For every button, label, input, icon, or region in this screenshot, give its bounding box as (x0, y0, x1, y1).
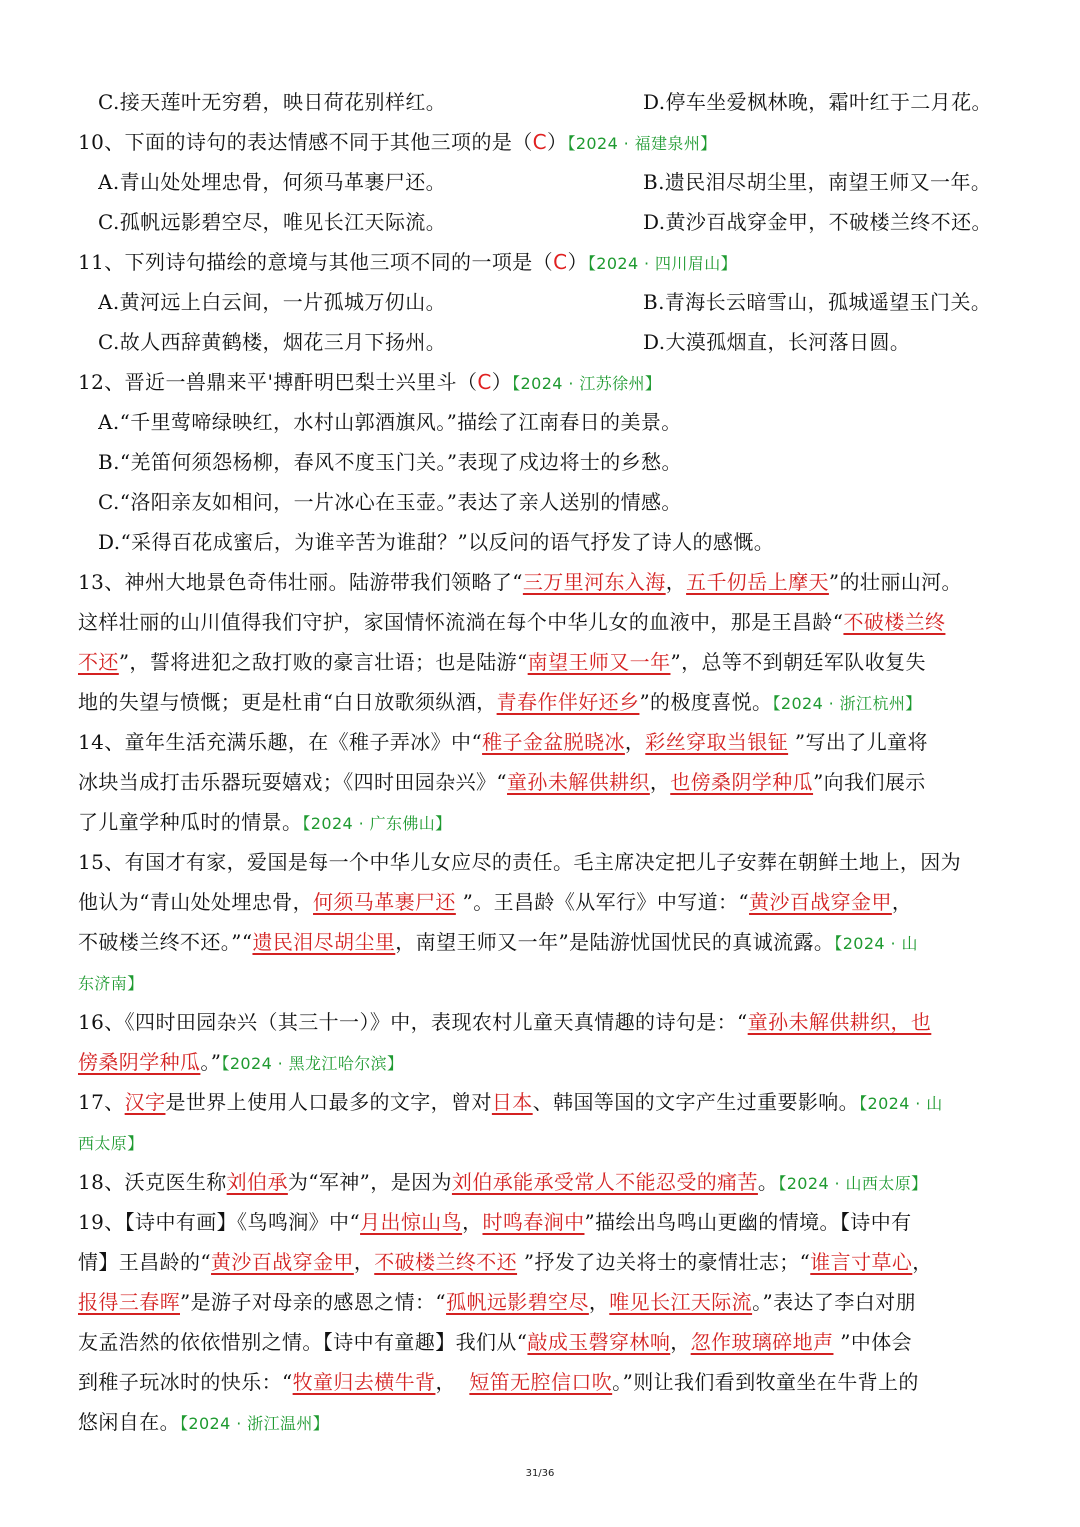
q10-stem: 10、下面的诗句的表达情感不同于其他三项的是（C）【2024 · 福建泉州】 (78, 130, 717, 154)
q12-answer: C (477, 370, 492, 394)
q9-options-cd (98, 88, 1028, 116)
q16-source-tag: 【2024 · 黑龙江哈尔滨】 (221, 1054, 404, 1073)
q14-answer-2: 彩丝穿取当银钲 (645, 730, 789, 754)
q11-answer: C (553, 250, 568, 274)
q19-answer-11: 牧童归去横牛背 (292, 1370, 436, 1394)
q19-answer-3: 黄沙百战穿金甲 (211, 1250, 354, 1274)
q16-line-2: 傍桑阴学种瓜。”【2024 · 黑龙江哈尔滨】 (78, 1050, 404, 1074)
q11-options-cd (98, 328, 1028, 356)
page-number: 31/36 (525, 1468, 555, 1479)
q13-answer-3b: 不还 (78, 650, 119, 674)
q12-option-a: A.“千里莺啼绿映红，水村山郭酒旗风。”描绘了江南春日的美景。 (98, 410, 682, 434)
q19-line-1: 19、【诗中有画】《鸟鸣涧》中“月出惊山鸟，时鸣春涧中”描绘出鸟鸣山更幽的情境。【诗中有 (78, 1210, 912, 1234)
q12-option-b: B.“羌笛何须怨杨柳，春风不度玉门关。”表现了戍边将士的乡愁。 (98, 450, 682, 474)
q15-answer-3: 遗民泪尽胡尘里 (252, 930, 396, 954)
q19-answer-2: 时鸣春涧中 (482, 1210, 585, 1234)
q10-source-tag: 【2024 · 福建泉州】 (567, 134, 717, 153)
q17-answer-1: 汉字 (124, 1090, 166, 1114)
q14-line-2: 冰块当成打击乐器玩耍嬉戏；《四时田园杂兴》“童孙未解供耕织，也傍桑阴学种瓜”向我们展示 (78, 770, 926, 794)
q19-line-2: 情】王昌龄的“黄沙百战穿金甲，不破楼兰终不还 ”抒发了边关将士的豪情壮志；“谁言寸草心， (78, 1250, 933, 1274)
q14-line-1: 14、童年生活充满乐趣，在《稚子弄冰》中“稚子金盆脱晓冰，彩丝穿取当银钲 ”写出了儿童将 (78, 730, 928, 754)
q9-option-d: D.停车坐爱枫林晚，霜叶红于二月花。 (643, 90, 992, 114)
q14-source-tag: 【2024 · 广东佛山】 (302, 814, 452, 833)
q17-line-2 (78, 1128, 1008, 1158)
q13-line-2: 这样壮丽的山川值得我们守护，家国情怀流淌在每个中华儿女的血液中，那是王昌龄“不破楼兰终 (78, 610, 946, 634)
q11-source-tag: 【2024 · 四川眉山】 (587, 254, 738, 273)
q11-stem: 11、下列诗句描绘的意境与其他三项不同的一项是（C）【2024 · 四川眉山】 (78, 250, 738, 274)
q19-line-4: 友孟浩然的依依惜别之情。【诗中有童趣】我们从“敲成玉磬穿林响，忽作玻璃碎地声 ”中体会 (78, 1330, 913, 1354)
q13-answer-5: 青春作伴好还乡 (496, 690, 640, 714)
q19-answer-7: 孤帆远影碧空尽 (446, 1290, 589, 1314)
q19-line-3: 报得三春晖”是游子对母亲的感恩之情：“孤帆远影碧空尽，唯见长江天际流。”表达了李白对朋 (78, 1290, 916, 1314)
q15-answer-2: 黄沙百战穿金甲 (749, 890, 892, 914)
q19-line-5: 到稚子玩冰时的快乐：“牧童归去横牛背， 短笛无腔信口吹。”则让我们看到牧童坐在牛背上的 (78, 1370, 919, 1394)
q19-answer-6: 报得三春晖 (78, 1290, 180, 1314)
q18-answer-1: 刘伯承 (226, 1170, 288, 1194)
q16-answer-1: 童孙未解供耕织，也 (747, 1010, 932, 1034)
q14-answer-3: 童孙未解供耕织 (507, 770, 650, 794)
q18-source-tag: 【2024 · 山西太原】 (778, 1174, 928, 1193)
q13-answer-2: 五千仞岳上摩天 (686, 570, 829, 594)
q12-option-c: C.“洛阳亲友如相问，一片冰心在玉壶。”表达了亲人送别的情感。 (98, 490, 682, 514)
q11-option-b: B.青海长云暗雪山，孤城遥望玉门关。 (643, 290, 992, 314)
q10-option-d: D.黄沙百战穿金甲，不破楼兰终不还。 (643, 210, 992, 234)
q19-answer-4: 不破楼兰终不还 (374, 1250, 518, 1274)
q19-source-tag: 【2024 · 浙江温州】 (180, 1414, 330, 1433)
q15-source-tag: 【2024 · 山 (834, 934, 918, 953)
q13-answer-4: 南望王师又一年 (527, 650, 671, 674)
q18-answer-2: 刘伯承能承受常人不能忍受的痛苦 (451, 1170, 758, 1194)
q17-line-1: 17、汉字是世界上使用人口最多的文字，曾对日本、韩国等国的文字产生过重要影响。【2024 · 山 (78, 1090, 943, 1114)
q19-answer-5: 谁言寸草心 (810, 1250, 913, 1274)
q19-answer-1: 月出惊山鸟 (360, 1210, 463, 1234)
q16-line-1: 16、《四时田园杂兴（其三十一）》中，表现农村儿童天真情趣的诗句是：“童孙未解供耕织，也 (78, 1010, 932, 1034)
q19-answer-8: 唯见长江天际流 (609, 1290, 753, 1314)
q12-stem: 12、晋近一兽鼎来平'搏酐明巴梨士兴里斗（C）【2024 · 江苏徐州】 (78, 370, 662, 394)
q18-line-1: 18、沃克医生称刘伯承为“军神”，是因为刘伯承能承受常人不能忍受的痛苦。【2024 · 山西太原】 (78, 1170, 928, 1194)
q11-option-c: C.故人西辞黄鹤楼，烟花三月下扬州。 (98, 330, 447, 354)
q10-option-b: B.遗民泪尽胡尘里，南望王师又一年。 (643, 170, 992, 194)
q19-answer-12: 短笛无腔信口吹 (469, 1370, 613, 1394)
q13-line-1: 13、神州大地景色奇伟壮丽。陆游带我们领略了“三万里河东入海，五千仞岳上摩天”的壮丽山河。 (78, 570, 962, 594)
q15-line-4 (78, 968, 1008, 998)
q14-answer-1: 稚子金盆脱晓冰 (482, 730, 625, 754)
q15-source-tag-cont: 东济南】 (78, 974, 144, 993)
q11-option-d: D.大漠孤烟直，长河落日圆。 (643, 330, 911, 354)
q19-line-6: 悠闲自在。【2024 · 浙江温州】 (78, 1410, 330, 1434)
q15-line-2: 他认为“青山处处埋忠骨，何须马革裹尸还 ”。王昌龄《从军行》中写道：“黄沙百战穿金甲， (78, 890, 913, 914)
q10-option-a: A.青山处处埋忠骨，何须马革裹尸还。 (98, 170, 447, 194)
q19-answer-9: 敲成玉磬穿林响 (527, 1330, 671, 1354)
q11-options-ab (98, 288, 1028, 316)
q9-option-c: C.接天莲叶无穷碧，映日荷花别样红。 (98, 90, 447, 114)
q10-answer: C (532, 130, 548, 154)
q15-line-1: 15、有国才有家，爱国是每一个中华儿女应尽的责任。毛主席决定把儿子安葬在朝鲜土地上，因为 (78, 850, 962, 874)
q10-options-cd (98, 208, 1028, 236)
q12-source-tag: 【2024 · 江苏徐州】 (512, 374, 662, 393)
q19-answer-10: 忽作玻璃碎地声 (690, 1330, 834, 1354)
q17-answer-2: 日本 (491, 1090, 533, 1114)
q13-line-3: 不还”，誓将进犯之敌打败的豪言壮语；也是陆游“南望王师又一年”，总等不到朝廷军队收复失 (78, 650, 926, 674)
q11-option-a: A.黄河远上白云间，一片孤城万仞山。 (98, 290, 447, 314)
q16-answer-2: 傍桑阴学种瓜 (78, 1050, 201, 1074)
q15-line-3: 不破楼兰终不还。”“遗民泪尽胡尘里，南望王师又一年”是陆游忧国忧民的真诚流露。【2024 · 山 (78, 930, 918, 954)
q17-source-tag-cont: 西太原】 (78, 1134, 144, 1153)
q14-line-3: 了儿童学种瓜时的情景。【2024 · 广东佛山】 (78, 810, 452, 834)
q10-option-c: C.孤帆远影碧空尽，唯见长江天际流。 (98, 210, 447, 234)
q17-source-tag: 【2024 · 山 (859, 1094, 943, 1113)
q12-option-d: D.“采得百花成蜜后，为谁辛苦为谁甜？”以反问的语气抒发了诗人的感慨。 (98, 530, 775, 554)
q14-answer-4: 也傍桑阴学种瓜 (670, 770, 814, 794)
q10-options-ab (98, 168, 1028, 196)
q13-line-4: 地的失望与愤慨；更是杜甫“白日放歌须纵酒，青春作伴好还乡”的极度喜悦。【2024 · 浙江杭州】 (78, 690, 922, 714)
q15-answer-1: 何须马革裹尸还 (313, 890, 456, 914)
q13-answer-1: 三万里河东入海 (522, 570, 666, 594)
q13-answer-3: 不破楼兰终 (843, 610, 946, 634)
q13-source-tag: 【2024 · 浙江杭州】 (772, 694, 922, 713)
